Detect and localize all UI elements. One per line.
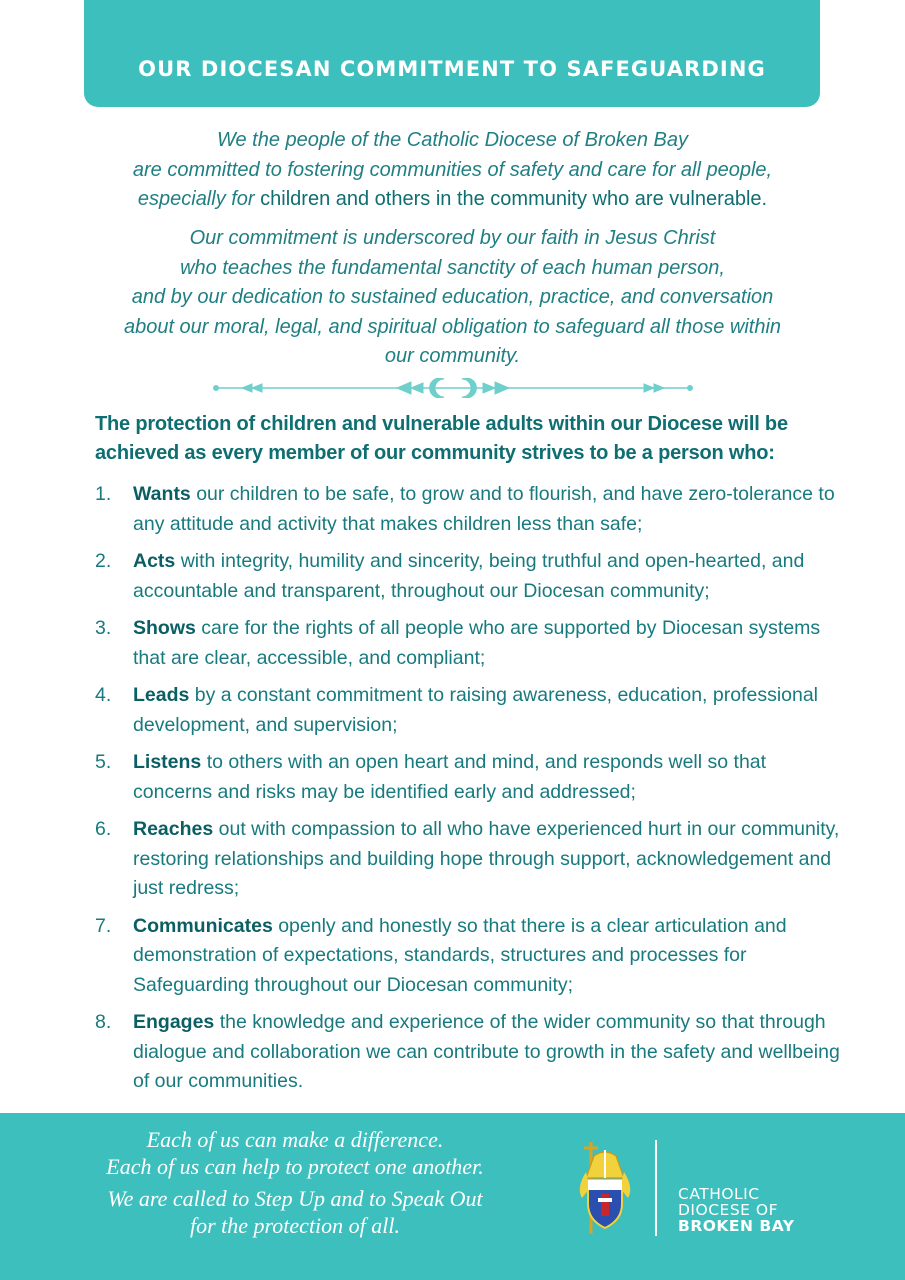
org-line: DIOCESE OF xyxy=(678,1201,778,1219)
footer-quote-2 xyxy=(40,1185,550,1239)
list-text: care for the rights of all people who are supported by Diocesan systems that are clear, accessible, and compliant; xyxy=(133,617,821,669)
lead-statement xyxy=(95,410,825,468)
quote-line: for the protection of all. xyxy=(190,1213,400,1238)
list-number: 2. xyxy=(95,550,112,572)
org-line: BROKEN BAY xyxy=(678,1217,795,1235)
list-keyword: Communicates xyxy=(133,914,273,937)
intro-line: about our moral, legal, and spiritual obligation to safeguard all those within xyxy=(123,315,782,338)
diocese-crest-icon xyxy=(572,1138,638,1240)
lead-line: The protection of children and vulnerable adults within our Diocese will be xyxy=(95,413,788,435)
list-keyword: Wants xyxy=(133,483,191,505)
list-text: the knowledge and experience of the wider community so that through dialogue and collaboration we can contribute to growth in the safety and wellbeing of our communities. xyxy=(133,1011,840,1092)
list-item xyxy=(95,681,840,740)
intro-line xyxy=(60,185,845,215)
list-text: to others with an open heart and mind, and responds well so that concerns and risks may be identified early and addressed; xyxy=(133,751,767,803)
list-item xyxy=(95,748,840,807)
quote-line: Each of us can help to protect one another. xyxy=(106,1154,484,1179)
intro-emphasis: children and others in the community who are vulnerable. xyxy=(260,188,768,210)
list-number: 3. xyxy=(95,617,112,639)
intro-line: are committed to fostering communities of safety and care for all people, xyxy=(132,158,773,181)
list-keyword: Engages xyxy=(133,1011,215,1033)
list-item xyxy=(95,815,840,904)
list-keyword: Acts xyxy=(133,550,176,572)
list-keyword: Listens xyxy=(133,751,202,773)
list-text: with integrity, humility and sincerity, being truthful and open-hearted, and accountable and transparent, throughout our Diocesan community; xyxy=(133,550,805,602)
list-text: openly and honestly so that there is a clear articulation and demonstration of expectations, standards, structures and processes for Safeguarding throughout our Diocesan community; xyxy=(133,914,787,996)
list-text: out with compassion to all who have experienced hurt in our community, restoring relationships and building hope through support, acknowledgement and just redress; xyxy=(133,818,840,899)
org-line: CATHOLIC xyxy=(678,1185,760,1203)
quote-line: Each of us can make a difference. xyxy=(146,1127,444,1152)
list-text: our children to be safe, to grow and to flourish, and have zero-tolerance to any attitude and activity that makes children less than safe; xyxy=(133,483,835,535)
list-number: 1. xyxy=(95,483,112,505)
list-number: 4. xyxy=(95,684,112,706)
list-item xyxy=(95,547,840,606)
diocese-logo-text xyxy=(678,1186,794,1234)
list-number: 5. xyxy=(95,751,112,773)
list-keyword: Leads xyxy=(133,684,190,706)
list-item xyxy=(95,614,840,673)
intro-line: Our commitment is underscored by our faith in Jesus Christ xyxy=(189,227,716,249)
list-item xyxy=(95,912,840,1001)
footer-quote-1 xyxy=(40,1126,550,1180)
commitment-list xyxy=(95,480,840,1097)
intro-line: our community. xyxy=(384,345,521,367)
quote-line: We are called to Step Up and to Speak Out xyxy=(107,1186,483,1211)
list-keyword: Reaches xyxy=(133,818,214,840)
ornamental-divider xyxy=(212,378,694,398)
lead-line: achieved as every member of our community strives to be a person who: xyxy=(95,442,775,464)
list-item xyxy=(95,480,840,539)
list-keyword: Shows xyxy=(133,617,196,639)
list-number: 7. xyxy=(95,914,112,937)
list-number: 6. xyxy=(95,818,112,840)
footer-divider xyxy=(655,1140,657,1236)
intro-paragraph-2 xyxy=(60,224,845,372)
page-title: OUR DIOCESAN COMMITMENT TO SAFEGUARDING xyxy=(138,57,766,81)
list-item xyxy=(95,1008,840,1097)
list-number: 8. xyxy=(95,1011,112,1033)
intro-line: and by our dedication to sustained education, practice, and conversation xyxy=(131,286,774,308)
header-banner xyxy=(84,0,820,107)
intro-line: We the people of the Catholic Diocese of Broken Bay xyxy=(216,129,688,151)
intro-line: who teaches the fundamental sanctity of each human person, xyxy=(180,256,725,279)
intro-paragraph-1 xyxy=(60,126,845,215)
list-text: by a constant commitment to raising awareness, education, professional development, and supervision; xyxy=(133,684,819,736)
intro-text: especially for xyxy=(137,188,261,210)
